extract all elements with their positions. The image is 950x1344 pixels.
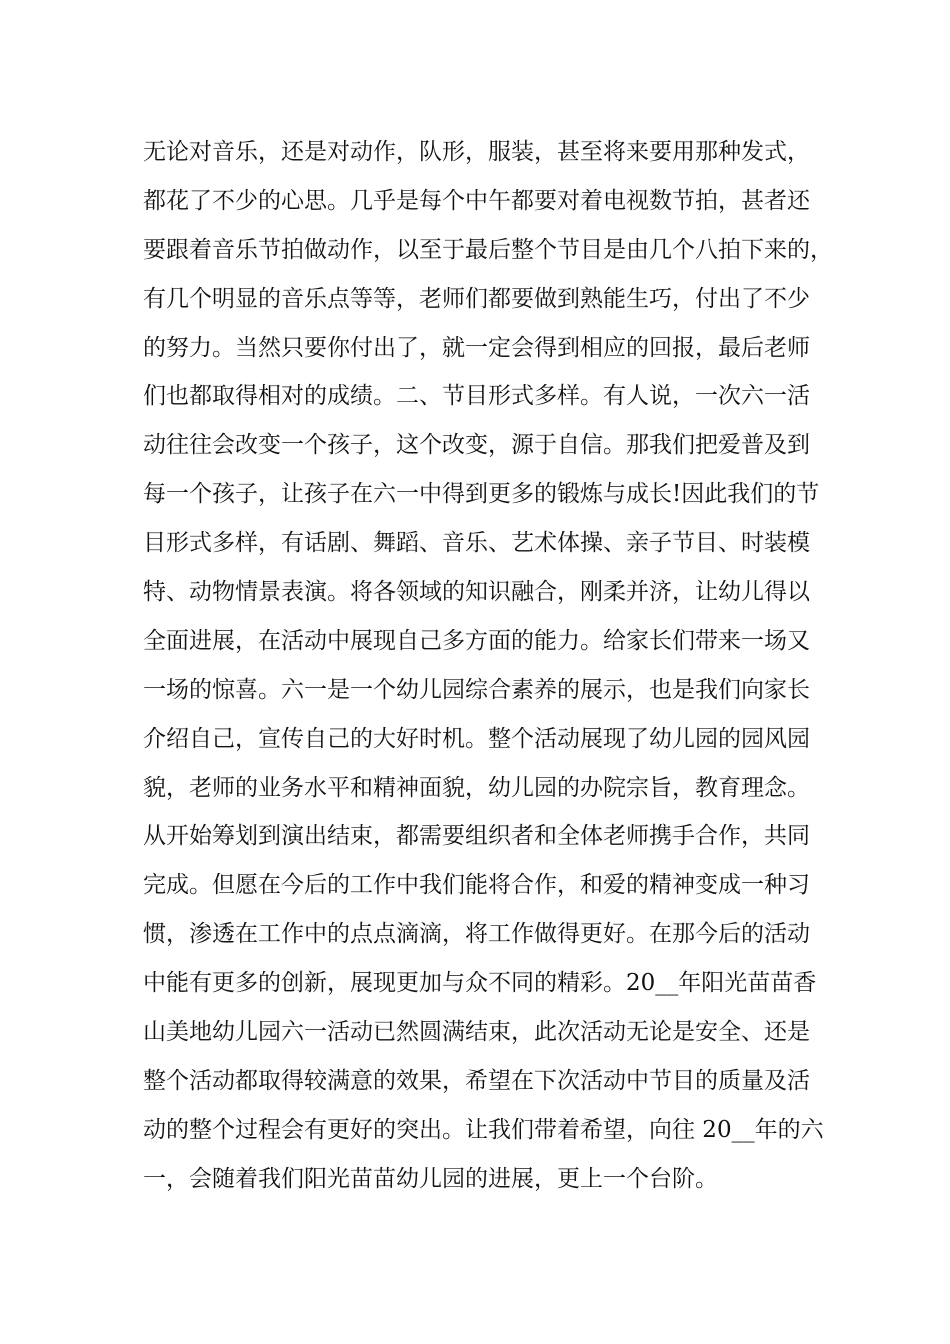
text-line: 动的整个过程会有更好的突出。让我们带着希望，向往 20__年的六 [143, 1116, 824, 1143]
text-line: 全面进展，在活动中展现自己多方面的能力。给家长们带来一场又 [143, 627, 810, 654]
text-line: 目形式多样，有话剧、舞蹈、音乐、艺术体操、亲子节目、时装模 [143, 530, 810, 557]
text-line: 从开始筹划到演出结束，都需要组织者和全体老师携手合作，共同 [143, 823, 810, 850]
text-line: 中能有更多的创新，展现更加与众不同的精彩。20__年阳光苗苗香 [143, 970, 817, 997]
text-line: 要跟着音乐节拍做动作，以至于最后整个节目是由几个八拍下来的， [143, 236, 833, 263]
text-line: 山美地幼儿园六一活动已然圆满结束，此次活动无论是安全、还是 [143, 1019, 810, 1046]
text-line: 们也都取得相对的成绩。二、节目形式多样。有人说，一次六一活 [143, 383, 810, 410]
text-line: 有几个明显的音乐点等等，老师们都要做到熟能生巧，付出了不少 [143, 285, 810, 312]
text-line: 完成。但愿在今后的工作中我们能将合作，和爱的精神变成一种习 [143, 872, 810, 899]
text-line: 特、动物情景表演。将各领域的知识融合，刚柔并济，让幼儿得以 [143, 579, 810, 606]
text-line: 的努力。当然只要你付出了，就一定会得到相应的回报，最后老师 [143, 334, 810, 361]
text-line: 整个活动都取得较满意的效果，希望在下次活动中节目的质量及活 [143, 1067, 810, 1094]
text-line: 惯，渗透在工作中的点点滴滴，将工作做得更好。在那今后的活动 [143, 921, 810, 948]
text-line: 无论对音乐，还是对动作，队形，服装，甚至将来要用那种发式， [143, 139, 810, 165]
body-text [143, 128, 833, 1204]
text-line: 貌，老师的业务水平和精神面貌，幼儿园的办院宗旨，教育理念。 [143, 774, 810, 801]
text-line: 一场的惊喜。六一是一个幼儿园综合素养的展示，也是我们向家长 [143, 676, 810, 703]
text-line: 都花了不少的心思。几乎是每个中午都要对着电视数节拍，甚者还 [143, 187, 810, 214]
text-line: 一，会随着我们阳光苗苗幼儿园的进展，更上一个台阶。 [143, 1165, 718, 1192]
text-line: 每一个孩子，让孩子在六一中得到更多的锻炼与成长!因此我们的节 [143, 481, 820, 508]
text-line: 介绍自己，宣传自己的大好时机。整个活动展现了幼儿园的园风园 [143, 725, 810, 752]
text-line: 动往往会改变一个孩子，这个改变，源于自信。那我们把爱普及到 [143, 432, 810, 459]
